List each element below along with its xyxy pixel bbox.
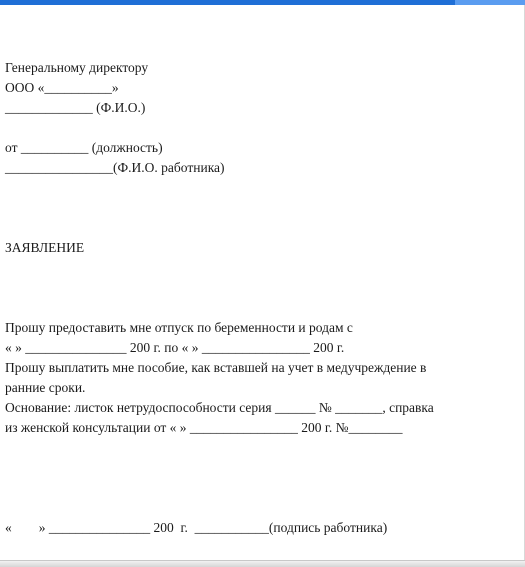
- signature-line: « » _______________ 200 г. ___________(подпись работника): [5, 520, 388, 535]
- signature-block: [5, 518, 517, 538]
- addressee-line-position: от __________ (должность): [5, 140, 163, 155]
- window-bottom-bar: [0, 560, 525, 567]
- body-line-basis-sick-leave: Основание: листок нетрудоспособности серия ______ № _______, справка: [5, 400, 434, 415]
- body-line-benefit-request: Прошу выплатить мне пособие, как вставшей на учет в медучреждение в: [5, 360, 427, 375]
- body-line-early-terms: ранние сроки.: [5, 380, 86, 395]
- window-top-bar-edge: [455, 0, 525, 5]
- addressee-line-company: ООО «__________»: [5, 80, 119, 95]
- addressee-line-director: Генеральному директору: [5, 60, 149, 75]
- request-body-block: [5, 318, 517, 438]
- addressee-line-employee-name: ________________(Ф.И.О. работника): [5, 160, 225, 175]
- document-title-block: [5, 238, 517, 258]
- addressee-line-spacer: [5, 118, 517, 138]
- body-line-consultation-certificate: из женской консультации от « » ________________ 200 г. №________: [5, 420, 403, 435]
- window-top-bar: [0, 0, 525, 5]
- body-line-leave-dates: « » _______________ 200 г. по « » ________________ 200 г.: [5, 340, 345, 355]
- addressee-block: [5, 58, 517, 178]
- addressee-line-director-name: _____________ (Ф.И.О.): [5, 100, 146, 115]
- document-title: ЗАЯВЛЕНИЕ: [5, 240, 85, 255]
- body-line-leave-request: Прошу предоставить мне отпуск по беременности и родам с: [5, 320, 353, 335]
